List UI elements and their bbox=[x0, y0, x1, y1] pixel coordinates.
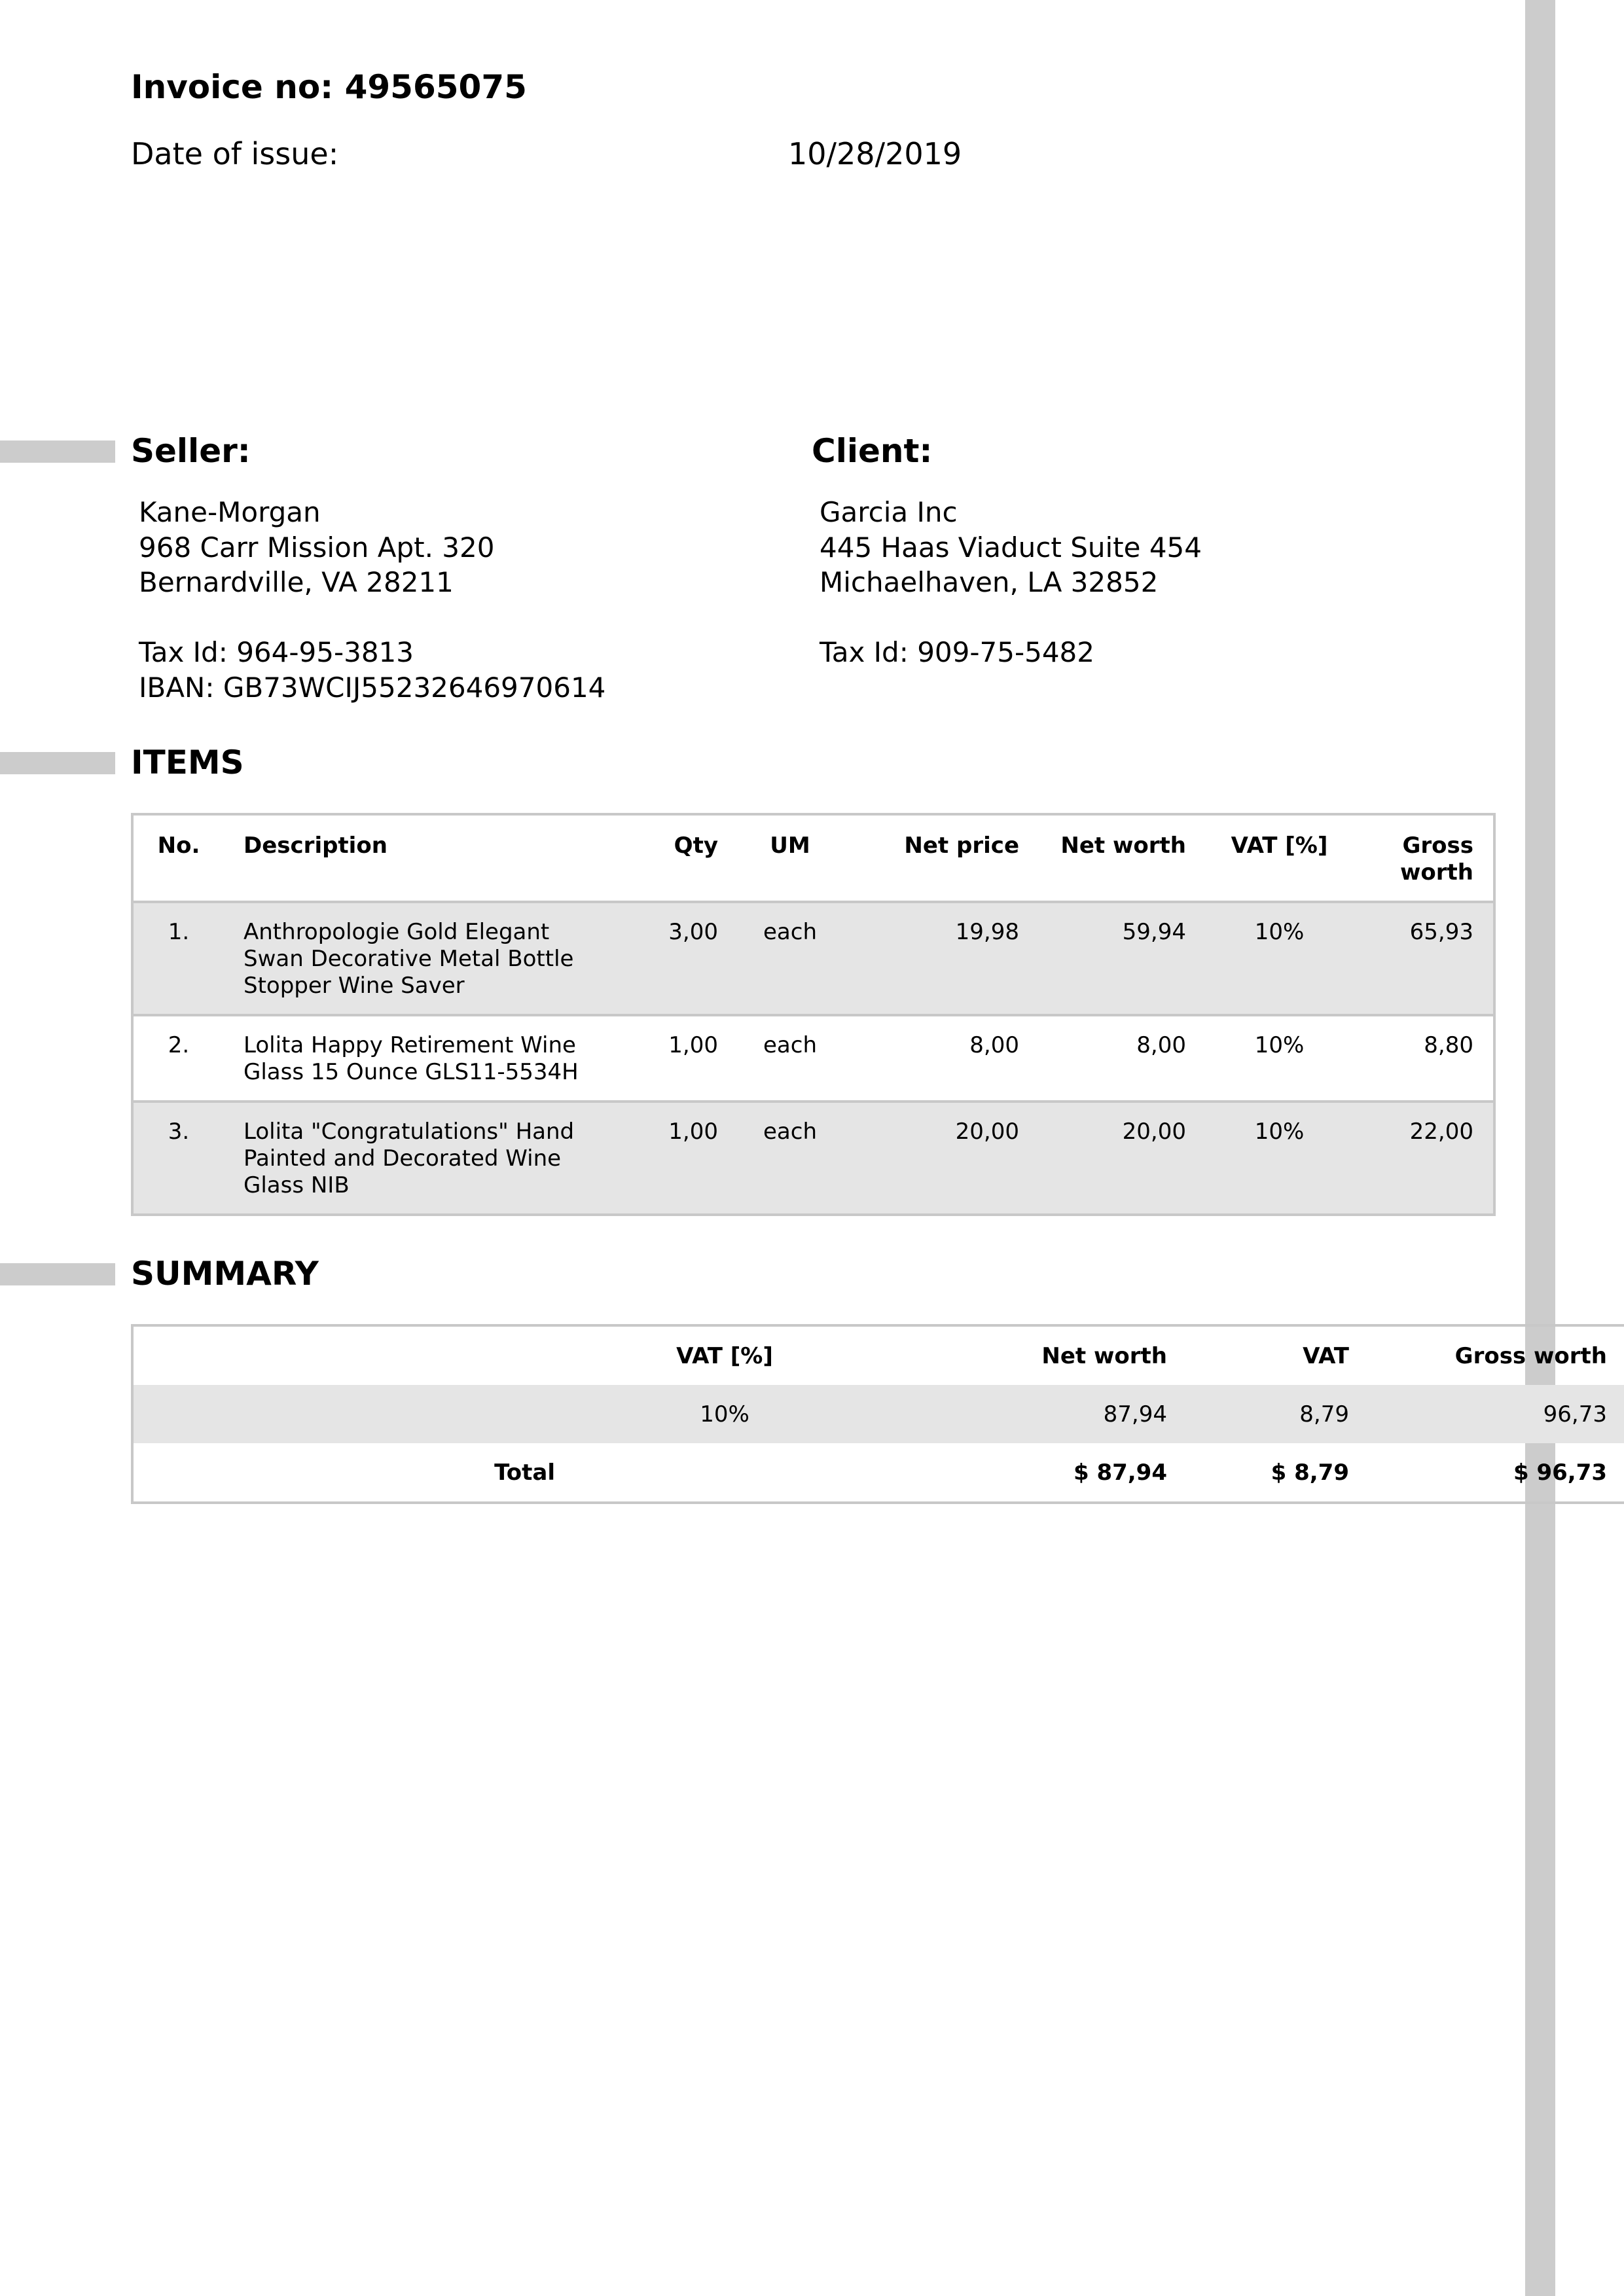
client-details bbox=[820, 495, 1202, 670]
summary-header-vat-rate: VAT [%] bbox=[676, 1342, 773, 1369]
client-name: Garcia Inc bbox=[820, 496, 958, 528]
item-description-line: Painted and Decorated Wine bbox=[244, 1145, 562, 1172]
seller-name: Kane-Morgan bbox=[139, 496, 321, 528]
summary-total-blank bbox=[571, 1443, 878, 1503]
summary-header-blank bbox=[132, 1325, 571, 1385]
item-um: each bbox=[763, 1119, 817, 1145]
table-row bbox=[132, 902, 1494, 1015]
item-description-line: Anthropologie Gold Elegant bbox=[244, 919, 550, 945]
seller-spacer bbox=[139, 600, 605, 636]
item-qty: 1,00 bbox=[668, 1032, 718, 1058]
col-header-gross-line1: Gross bbox=[1402, 833, 1473, 859]
page-side-stripe bbox=[1525, 0, 1555, 2296]
seller-city: Bernardville, VA 28211 bbox=[139, 566, 454, 598]
item-net-price: 20,00 bbox=[955, 1119, 1019, 1145]
item-net-worth: 8,00 bbox=[1136, 1032, 1186, 1058]
col-header-qty: Qty bbox=[643, 814, 738, 902]
seller-section-marker bbox=[0, 440, 115, 463]
seller-street: 968 Carr Mission Apt. 320 bbox=[139, 531, 495, 564]
summary-vat-rate: 10% bbox=[700, 1401, 749, 1427]
client-tax-id: Tax Id: 909-75-5482 bbox=[820, 636, 1094, 668]
item-net-price: 19,98 bbox=[955, 919, 1019, 945]
summary-total-vat: $ 8,79 bbox=[1271, 1459, 1349, 1486]
items-section-marker bbox=[0, 752, 115, 774]
item-description-line: Lolita "Congratulations" Hand bbox=[244, 1119, 575, 1145]
summary-total-row bbox=[132, 1443, 1624, 1503]
items-heading: ITEMS bbox=[131, 744, 244, 781]
col-header-gross-worth bbox=[1353, 814, 1494, 902]
col-header-no: No. bbox=[132, 814, 224, 902]
client-city: Michaelhaven, LA 32852 bbox=[820, 566, 1159, 598]
item-description-line: Glass 15 Ounce GLS11-5534H bbox=[244, 1059, 579, 1085]
items-header-row bbox=[132, 814, 1494, 902]
item-um: each bbox=[763, 919, 817, 945]
item-vat: 10% bbox=[1254, 1119, 1305, 1145]
col-header-um: UM bbox=[738, 814, 842, 902]
seller-iban: IBAN: GB73WCIJ55232646970614 bbox=[139, 671, 606, 704]
client-spacer bbox=[820, 600, 1202, 636]
summary-net-worth: 87,94 bbox=[1103, 1401, 1167, 1427]
item-description-line: Glass NIB bbox=[244, 1172, 350, 1198]
col-header-net-worth: Net worth bbox=[1039, 814, 1206, 902]
summary-gross-worth: 96,73 bbox=[1543, 1401, 1607, 1427]
summary-total-gross-worth: $ 96,73 bbox=[1513, 1459, 1607, 1486]
item-description-line: Stopper Wine Saver bbox=[244, 973, 465, 999]
summary-table bbox=[131, 1324, 1624, 1504]
table-row bbox=[132, 1015, 1494, 1102]
issue-date-label: Date of issue: bbox=[131, 136, 339, 171]
item-description-line: Swan Decorative Metal Bottle bbox=[244, 946, 574, 972]
item-description bbox=[224, 902, 643, 1015]
item-qty: 3,00 bbox=[668, 919, 718, 945]
item-gross-worth: 8,80 bbox=[1424, 1032, 1473, 1058]
summary-row-blank bbox=[132, 1385, 571, 1443]
item-no: 3. bbox=[168, 1119, 190, 1145]
client-heading: Client: bbox=[812, 432, 933, 470]
item-net-price: 8,00 bbox=[969, 1032, 1019, 1058]
item-no: 1. bbox=[168, 919, 190, 945]
seller-details bbox=[139, 495, 605, 705]
invoice-number-title: Invoice no: 49565075 bbox=[131, 68, 527, 106]
summary-vat: 8,79 bbox=[1299, 1401, 1349, 1427]
col-header-net-price: Net price bbox=[842, 814, 1039, 902]
summary-total-net-worth: $ 87,94 bbox=[1073, 1459, 1167, 1486]
item-description bbox=[224, 1015, 643, 1102]
item-vat: 10% bbox=[1254, 919, 1305, 945]
item-net-worth: 59,94 bbox=[1122, 919, 1186, 945]
issue-date-value: 10/28/2019 bbox=[788, 136, 962, 171]
summary-header-vat: VAT bbox=[1303, 1342, 1349, 1369]
summary-heading: SUMMARY bbox=[131, 1255, 319, 1293]
summary-header-gross-worth: Gross worth bbox=[1454, 1342, 1607, 1369]
item-vat: 10% bbox=[1254, 1032, 1305, 1058]
summary-section-marker bbox=[0, 1263, 115, 1285]
seller-tax-id: Tax Id: 964-95-3813 bbox=[139, 636, 414, 668]
summary-header-net-worth: Net worth bbox=[1041, 1342, 1167, 1369]
table-row bbox=[132, 1102, 1494, 1215]
col-header-vat: VAT [%] bbox=[1206, 814, 1353, 902]
item-description bbox=[224, 1102, 643, 1215]
summary-row bbox=[132, 1385, 1624, 1443]
summary-header-row bbox=[132, 1325, 1624, 1385]
items-table bbox=[131, 813, 1496, 1216]
item-um: each bbox=[763, 1032, 817, 1058]
col-header-description: Description bbox=[224, 814, 643, 902]
seller-heading: Seller: bbox=[131, 432, 251, 470]
col-header-gross-line2: worth bbox=[1400, 859, 1473, 886]
item-gross-worth: 22,00 bbox=[1409, 1119, 1473, 1145]
item-no: 2. bbox=[168, 1032, 190, 1058]
item-net-worth: 20,00 bbox=[1122, 1119, 1186, 1145]
summary-total-label: Total bbox=[494, 1459, 555, 1486]
item-description-line: Lolita Happy Retirement Wine bbox=[244, 1032, 576, 1058]
item-qty: 1,00 bbox=[668, 1119, 718, 1145]
item-gross-worth: 65,93 bbox=[1409, 919, 1473, 945]
client-street: 445 Haas Viaduct Suite 454 bbox=[820, 531, 1202, 564]
